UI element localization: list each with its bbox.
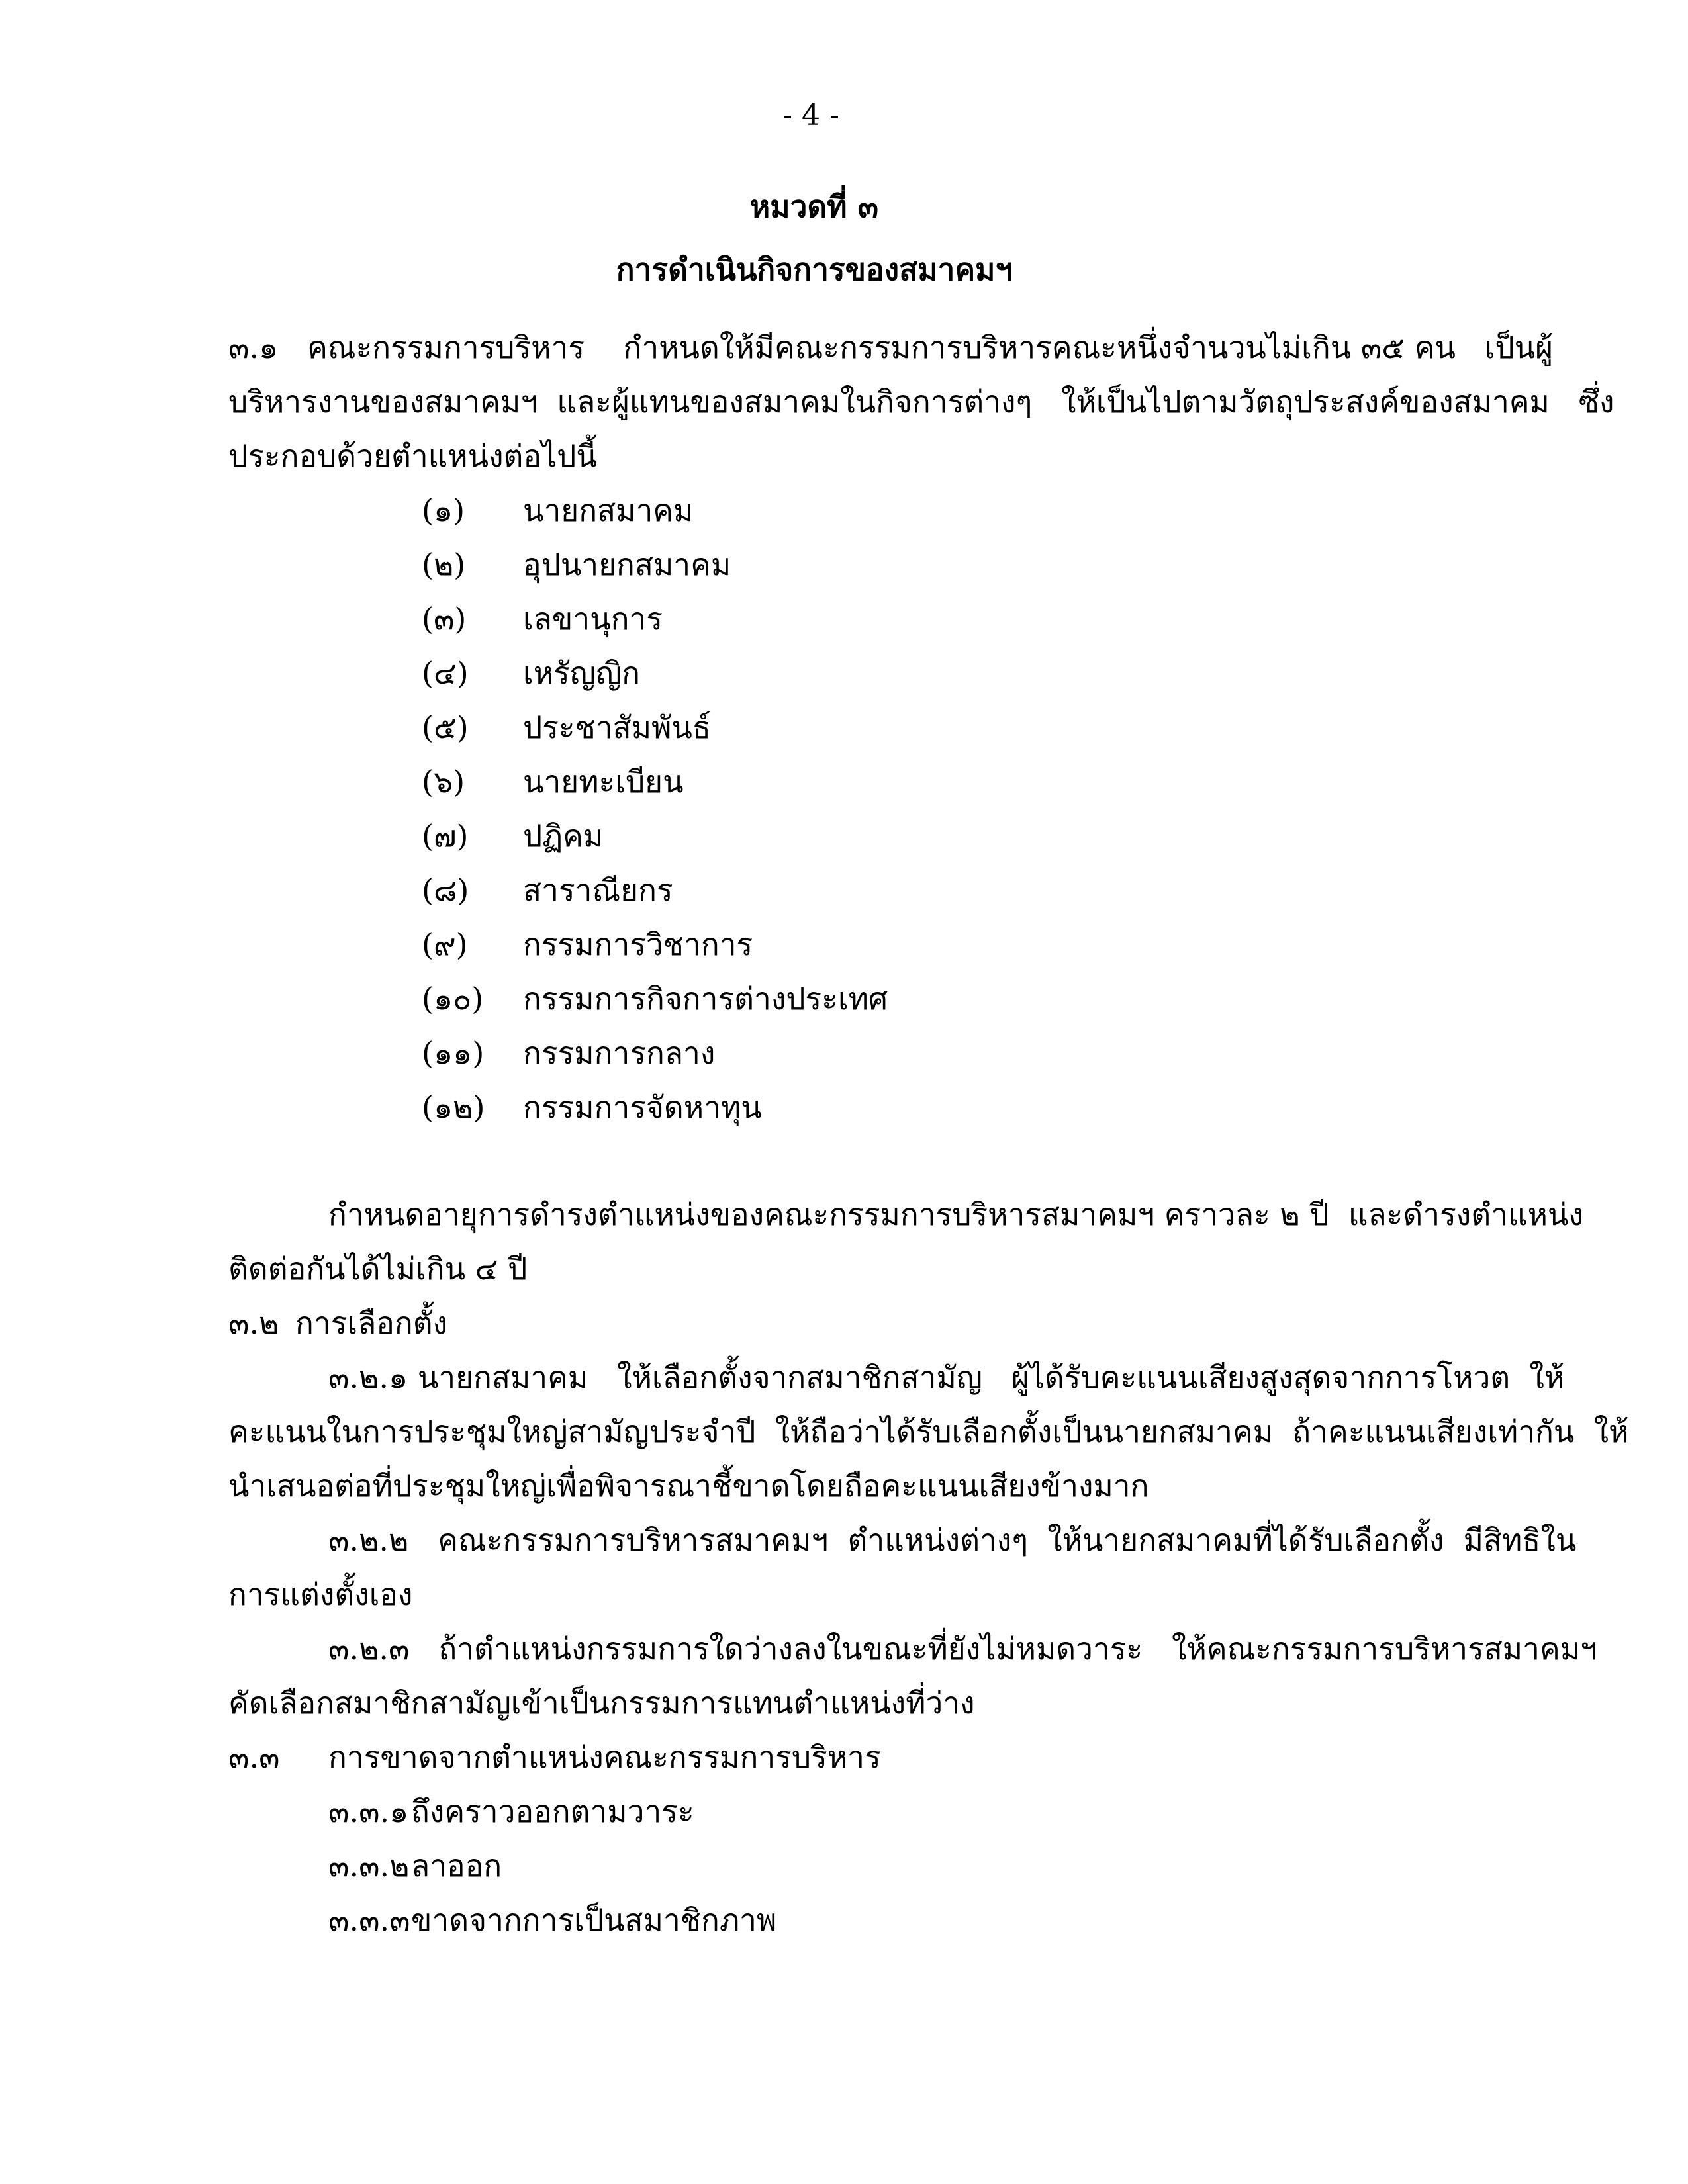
item-label: กรรมการจัดหาทุน [523,1089,762,1125]
chapter-headings [228,175,1466,301]
list-item [228,700,1466,754]
item-number: (๑๑) [422,1035,485,1071]
subsection-3-2-1-line-2: คะแนนในการประชุมใหญ่สามัญประจำปี ให้ถือว่าได้รับเลือกตั้งเป็นนายกสมาคม ถ้าคะแนนเสียงเท่ากัน ให้ [228,1414,1629,1449]
item-number: (๓) [422,601,467,637]
removal-list [228,1784,1466,1947]
list-item [228,809,1466,863]
term-line-1: กำหนดอายุการดำรงตำแหน่งของคณะกรรมการบริหารสมาคมฯ คราวละ ๒ ปี และดำรงตำแหน่ง [328,1197,1583,1232]
item-number: ๓.๓.๓ [328,1902,410,1938]
item-label: กรรมการกิจการต่างประเทศ [523,981,888,1017]
list-item [228,917,1466,972]
document-body [228,320,1629,1947]
item-label: เหรัญญิก [523,655,640,691]
item-number: (๕) [422,709,469,745]
list-item [228,483,1466,537]
list-item [228,1839,1466,1893]
item-label: นายกสมาคม [523,492,694,528]
item-number: (๒) [422,547,466,582]
item-label: ปฏิคม [523,818,604,854]
item-label: กรรมการวิชาการ [523,927,753,962]
subsection-3-2-1-line-1: ๓.๒.๑ นายกสมาคม ให้เลือกตั้งจากสมาชิกสามัญ ผู้ได้รับคะแนนเสียงสูงสุดจากการโหวต ให้ [328,1359,1565,1395]
section-number: ๓.๓ [228,1739,280,1775]
list-item [228,537,1466,592]
list-item [228,592,1466,646]
item-number: (๑) [422,492,465,528]
list-item [228,1080,1466,1134]
list-item [228,646,1466,700]
item-number: ๓.๓.๑ [328,1794,409,1829]
page-number: - 4 - [782,99,839,132]
item-number: ๓.๓.๒ [328,1848,410,1884]
item-number: (๑๐) [422,981,484,1017]
section-3-1-line-3: ประกอบด้วยตำแหน่งต่อไปนี้ [228,438,597,474]
subsection-3-2-3-line-2: คัดเลือกสมาชิกสามัญเข้าเป็นกรรมการแทนตำแหน่งที่ว่าง [228,1685,975,1721]
list-item [228,1026,1466,1080]
section-3-2-heading [228,1296,1466,1350]
chapter-subheading: การดำเนินกิจการของสมาคมฯ [616,251,1013,287]
subsection-3-2-2-line-1: ๓.๒.๒ คณะกรรมการบริหารสมาคมฯ ตำแหน่งต่างๆ ให้นายกสมาคมที่ได้รับเลือกตั้ง มีสิทธิใน [328,1522,1577,1558]
item-label: นายทะเบียน [523,764,684,799]
position-list [228,483,1466,1134]
section-number: ๓.๒ [228,1305,279,1341]
list-item [228,754,1466,809]
section-3-1-line-1: ๓.๑ คณะกรรมการบริหาร กำหนดให้มีคณะกรรมการบริหารคณะหนึ่งจำนวนไม่เกิน ๓๕ คน เป็นผู้ [228,330,1554,365]
item-label: สาราณียกร [523,872,673,908]
item-number: (๘) [422,872,469,908]
item-number: (๖) [422,764,465,799]
subsection-3-2-1-line-3: นำเสนอต่อที่ประชุมใหญ่เพื่อพิจารณาชี้ขาดโดยถือคะแนนเสียงข้างมาก [228,1468,1149,1504]
term-paragraph [228,1187,1583,1296]
item-number: (๗) [422,818,469,854]
section-title: การเลือกตั้ง [295,1305,448,1341]
item-number: (๙) [422,927,468,962]
term-line-2: ติดต่อกันได้ไม่เกิน ๔ ปี [228,1251,528,1287]
item-label: ประชาสัมพันธ์ [523,709,711,745]
item-label: ลาออก [411,1848,502,1884]
chapter-heading: หมวดที่ ๓ [749,189,879,224]
list-item [228,1784,1466,1839]
list-item [228,1893,1466,1947]
item-label: ถึงคราวออกตามวาระ [411,1794,694,1829]
item-label: อุปนายกสมาคม [523,547,731,582]
section-3-3-heading [228,1730,1466,1784]
section-3-1-line-2: บริหารงานของสมาคมฯ และผู้แทนของสมาคมในกิจการต่างๆ ให้เป็นไปตามวัตถุประสงค์ของสมาคม ซึ่ง [228,384,1615,420]
section-title: การขาดจากตำแหน่งคณะกรรมการบริหาร [328,1739,881,1775]
item-number: (๔) [422,655,469,691]
item-label: เลขานุการ [523,601,663,637]
item-number: (๑๒) [422,1089,485,1125]
list-item [228,863,1466,917]
item-label: ขาดจากการเป็นสมาชิกภาพ [411,1902,777,1938]
subsection-3-2-2-line-2: การแต่งตั้งเอง [228,1576,413,1612]
item-label: กรรมการกลาง [523,1035,716,1071]
subsection-3-2-3-line-1: ๓.๒.๓ ถ้าตำแหน่งกรรมการใดว่างลงในขณะที่ยังไม่หมดวาระ ให้คณะกรรมการบริหารสมาคมฯ [328,1631,1597,1666]
list-item [228,972,1466,1026]
